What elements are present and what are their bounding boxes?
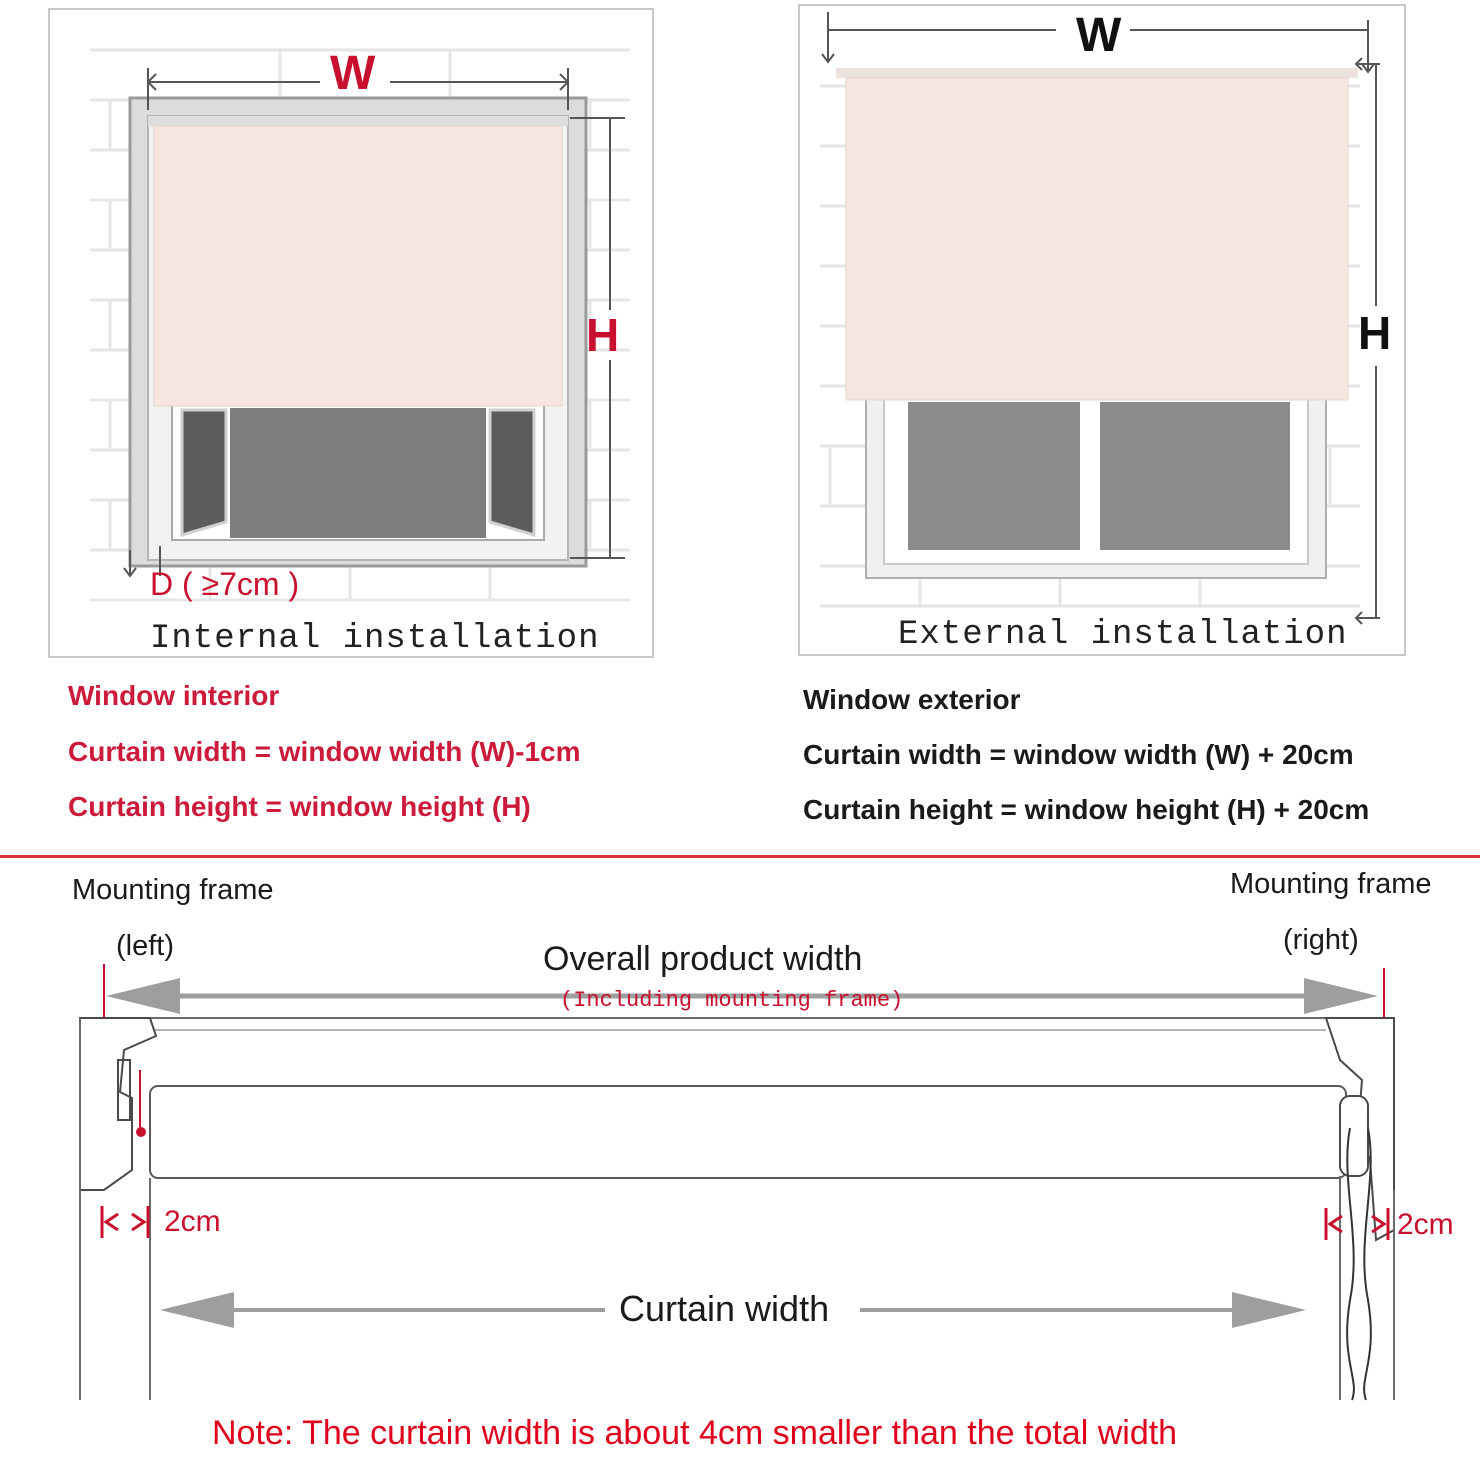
external-caption: External installation bbox=[898, 616, 1348, 654]
external-w-label: W bbox=[1076, 9, 1122, 62]
internal-h-label: H bbox=[586, 309, 620, 361]
left-gap-label: 2cm bbox=[164, 1205, 221, 1238]
right-gap-label: 2cm bbox=[1397, 1208, 1454, 1241]
internal-depth-label: D ( ≥7cm ) bbox=[150, 566, 300, 602]
overall-width-sublabel: (Including mounting frame) bbox=[560, 988, 904, 1013]
internal-window-illustration bbox=[50, 10, 652, 656]
left-frame-side: (left) bbox=[116, 930, 174, 962]
external-spec-width: Curtain width = window width (W) + 20cm bbox=[803, 739, 1354, 770]
internal-spec-title: Window interior bbox=[68, 680, 280, 711]
external-spec-height: Curtain height = window height (H) + 20cm bbox=[803, 794, 1370, 825]
internal-installation-panel bbox=[48, 8, 654, 658]
internal-caption: Internal installation bbox=[150, 620, 600, 658]
right-frame-label: Mounting frame bbox=[1230, 868, 1432, 900]
internal-w-label: W bbox=[330, 47, 376, 100]
left-frame-label: Mounting frame bbox=[72, 874, 274, 906]
overall-width-label: Overall product width bbox=[543, 940, 863, 978]
external-spec-title: Window exterior bbox=[803, 684, 1021, 715]
note-text: Note: The curtain width is about 4cm smaller than the total width bbox=[212, 1414, 1178, 1452]
external-installation-panel bbox=[798, 4, 1406, 656]
right-frame-side: (right) bbox=[1283, 924, 1359, 956]
section-divider bbox=[0, 855, 1480, 858]
internal-spec-height: Curtain height = window height (H) bbox=[68, 791, 531, 822]
external-h-label: H bbox=[1358, 307, 1392, 359]
curtain-width-label: Curtain width bbox=[619, 1288, 830, 1329]
external-window-illustration bbox=[800, 6, 1404, 654]
internal-spec-width: Curtain width = window width (W)-1cm bbox=[68, 736, 581, 767]
